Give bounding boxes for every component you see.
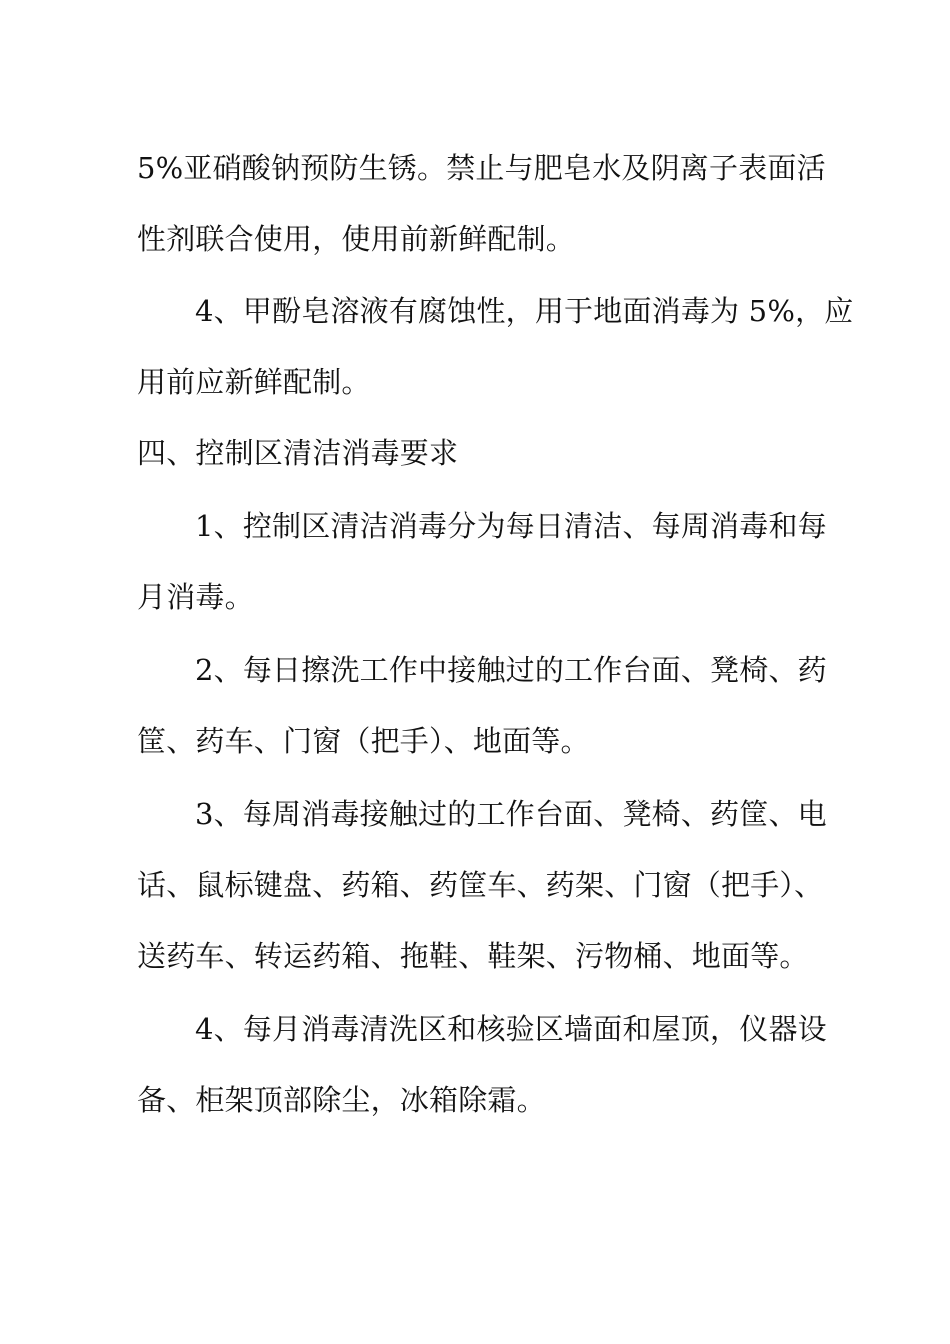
paragraph-line: 备、柜架顶部除尘，冰箱除霜。 [137,1083,546,1117]
section-heading: 四、控制区清洁消毒要求 [137,436,459,470]
paragraph-line: 送药车、转运药箱、拖鞋、鞋架、污物桶、地面等。 [137,939,809,973]
paragraph-line: 月消毒。 [137,580,254,614]
paragraph-line: 用前应新鲜配制。 [137,365,371,399]
paragraph-line: 5%亚硝酸钠预防生锈。禁止与肥皂水及阴离子表面活 [137,151,826,185]
paragraph-line: 3、每周消毒接触过的工作台面、凳椅、药筐、电 [195,797,827,831]
paragraph-line: 4、每月消毒清洗区和核验区墙面和屋顶，仪器设 [195,1012,827,1046]
paragraph-line: 性剂联合使用，使用前新鲜配制。 [137,222,576,256]
paragraph-line: 1、控制区清洁消毒分为每日清洁、每周消毒和每 [195,509,827,543]
paragraph-line: 话、鼠标键盘、药箱、药筐车、药架、门窗（把手）、 [137,868,824,902]
paragraph-line: 筐、药车、门窗（把手）、地面等。 [137,724,590,758]
paragraph-line: 2、每日擦洗工作中接触过的工作台面、凳椅、药 [195,653,827,687]
paragraph-line: 4、甲酚皂溶液有腐蚀性，用于地面消毒为 5%，应 [195,294,854,328]
